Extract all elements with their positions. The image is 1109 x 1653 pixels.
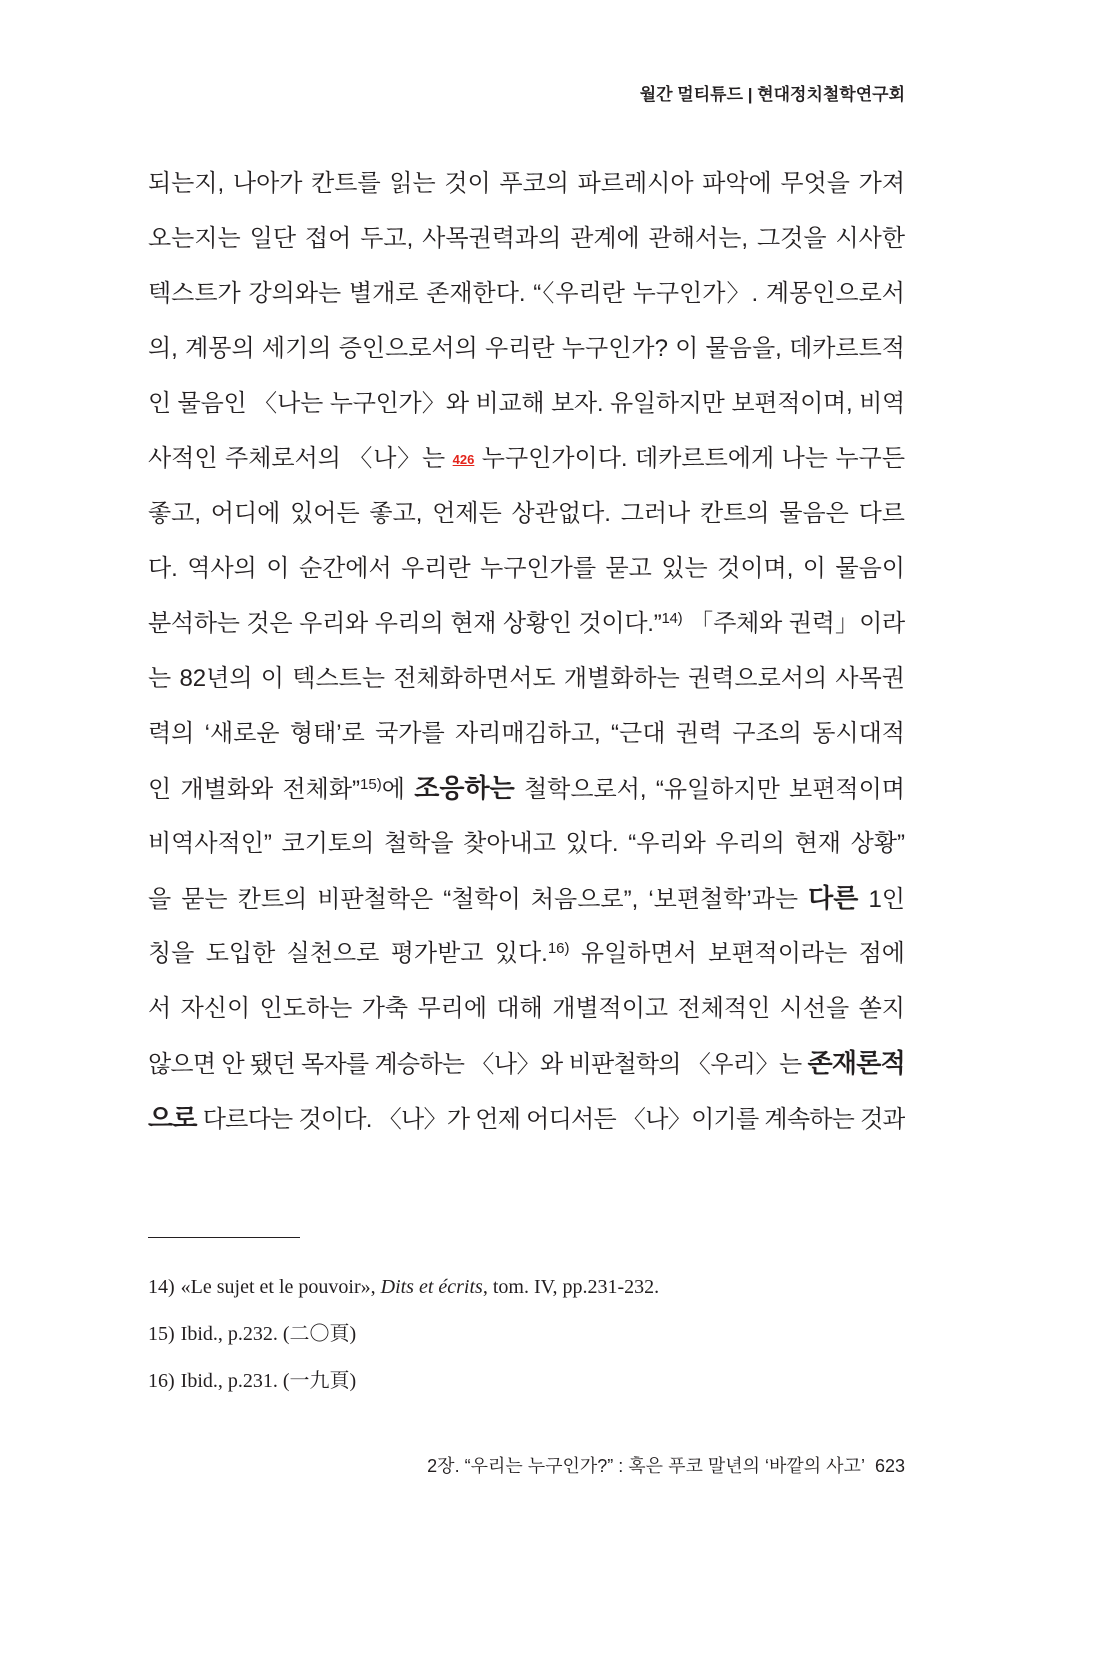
text-run: 인 물음인 〈나는 누구인가〉와 비교해 보자. 유일하지만 보편적이며, 비역 bbox=[148, 390, 905, 417]
body-line bbox=[148, 266, 905, 321]
text-run: 의, 계몽의 세기의 증인으로서의 우리란 누구인가? 이 물음을, 데카르트적 bbox=[148, 335, 905, 362]
text-run: 인 개별화와 전체화” bbox=[148, 776, 361, 803]
body-line bbox=[148, 486, 905, 541]
body-line bbox=[148, 651, 905, 706]
footnote-number: 15) bbox=[148, 1323, 175, 1345]
body-line bbox=[148, 376, 905, 431]
footnote-number: 16) bbox=[148, 1370, 175, 1392]
footnote-number: 14) bbox=[148, 1276, 175, 1298]
text-run: 비역사적인” 코기토의 철학을 찾아내고 있다. “우리와 우리의 현재 상황” bbox=[148, 830, 905, 857]
body-line bbox=[148, 156, 905, 211]
text-run: 력의 ‘새로운 형태’로 국가를 자리매김하고, “근대 권력 구조의 동시대적 bbox=[148, 720, 905, 747]
bold-text: 으로 bbox=[148, 1103, 197, 1133]
text-run: 다. 역사의 이 순간에서 우리란 누구인가를 묻고 있는 것이며, 이 물음이 bbox=[148, 555, 905, 582]
page-footer bbox=[427, 1452, 905, 1480]
text-run: 는 82년의 이 텍스트는 전체화하면서도 개별화하는 권력으로서의 사목권 bbox=[148, 665, 905, 692]
text-run: 않으면 안 됐던 목자를 계승하는 〈나〉와 비판철학의 〈우리〉는 bbox=[148, 1051, 808, 1078]
footnote-text: Ibid., p.231. (一九頁) bbox=[180, 1370, 357, 1392]
body-line bbox=[148, 981, 905, 1036]
body-line bbox=[148, 761, 905, 816]
bold-text: 존재론적 bbox=[807, 1048, 905, 1078]
body-line bbox=[148, 1036, 905, 1091]
body-line bbox=[148, 431, 905, 486]
footnotes bbox=[148, 1264, 659, 1405]
text-run: 되는지, 나아가 칸트를 읽는 것이 푸코의 파르레시아 파악에 무엇을 가져 bbox=[148, 170, 905, 197]
body-line bbox=[148, 541, 905, 596]
text-run: 칭을 도입한 실천으로 평가받고 있다. bbox=[148, 940, 548, 967]
text-run: 텍스트가 강의와는 별개로 존재한다. “〈우리란 누구인가〉. 계몽인으로서 bbox=[148, 280, 905, 307]
footnote-text: «Le sujet et le pouvoir», bbox=[180, 1276, 381, 1298]
body-line bbox=[148, 1091, 905, 1146]
text-run: 좋고, 어디에 있어든 좋고, 언제든 상관없다. 그러나 칸트의 물음은 다르 bbox=[148, 500, 905, 527]
body-line bbox=[148, 706, 905, 761]
footnote bbox=[148, 1311, 659, 1358]
footnote-separator bbox=[148, 1237, 300, 1238]
footnote bbox=[148, 1264, 659, 1311]
footnote-reference: 14) bbox=[661, 610, 683, 627]
body-line bbox=[148, 596, 905, 651]
text-run: 「주체와 권력」이라 bbox=[682, 610, 905, 637]
bold-text: 다른 bbox=[808, 883, 859, 913]
footnote bbox=[148, 1358, 659, 1405]
body-line bbox=[148, 926, 905, 981]
footnote-text: , tom. IV, pp.231-232. bbox=[482, 1276, 660, 1298]
footnote-reference: 16) bbox=[547, 940, 570, 957]
text-run: 서 자신이 인도하는 가축 무리에 대해 개별적이고 전체적인 시선을 쏟지 bbox=[148, 995, 905, 1022]
text-run: 오는지는 일단 접어 두고, 사목권력과의 관계에 관해서는, 그것을 시사한 bbox=[148, 225, 905, 252]
body-line bbox=[148, 816, 905, 871]
text-run: 누구인가이다. 데카르트에게 나는 누구든 bbox=[474, 445, 905, 472]
text-run: 을 묻는 칸트의 비판철학은 “철학이 처음으로”, ‘보편철학’과는 bbox=[148, 886, 809, 913]
text-run: 유일하면서 보편적이라는 점에 bbox=[569, 940, 905, 967]
running-title: 2장. “우리는 누구인가?” : 혹은 푸코 말년의 ‘바깥의 사고’ bbox=[427, 1456, 865, 1476]
body-line bbox=[148, 871, 905, 926]
body-line bbox=[148, 211, 905, 266]
text-run: 사적인 주체로서의 〈나〉는 bbox=[148, 445, 453, 472]
footnote-italic-title: Dits et écrits bbox=[380, 1276, 483, 1298]
text-run: 철학으로서, “유일하지만 보편적이며 bbox=[514, 776, 905, 803]
running-head: 월간 멀티튜드 | 현대정치철학연구회 bbox=[639, 85, 905, 104]
body-text bbox=[148, 156, 905, 1146]
footnote-text: Ibid., p.232. (二〇頁) bbox=[180, 1323, 357, 1345]
bold-text: 조응하는 bbox=[414, 773, 515, 803]
body-line bbox=[148, 321, 905, 376]
text-run: 다르다는 것이다. 〈나〉가 언제 어디서든 〈나〉이기를 계속하는 것과 bbox=[196, 1106, 905, 1133]
text-run: 분석하는 것은 우리와 우리의 현재 상황인 것이다.” bbox=[148, 610, 662, 637]
original-page-marker: 426 bbox=[452, 452, 475, 468]
text-run: 에 bbox=[381, 776, 415, 803]
text-run: 1인 bbox=[858, 886, 905, 913]
footnote-reference: 15) bbox=[360, 776, 382, 793]
page-number: 623 bbox=[874, 1456, 905, 1476]
